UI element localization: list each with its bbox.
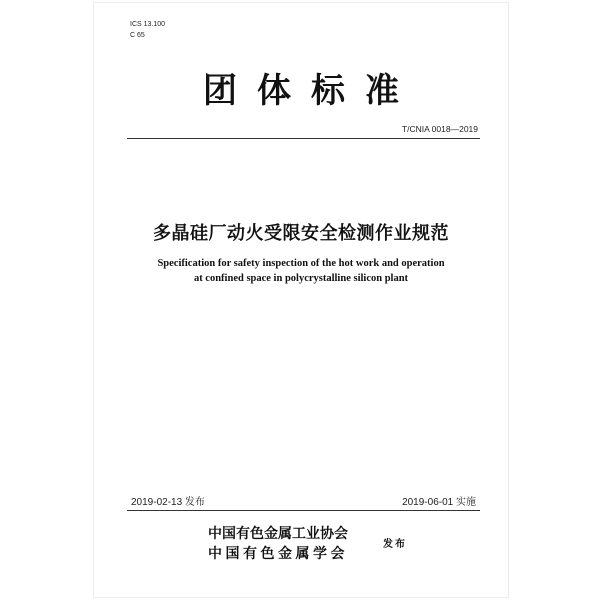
bottom-divider xyxy=(127,510,480,511)
publishers-block xyxy=(208,524,348,564)
english-title-line-2: at confined space in polycrystalline silicon plant xyxy=(193,273,409,284)
publisher-2: 中国有色金属学会 xyxy=(208,546,348,562)
publisher-1: 中国有色金属工业协会 xyxy=(208,526,348,542)
ccs-code: C 65 xyxy=(130,32,145,39)
standard-number: T/CNIA 0018—2019 xyxy=(401,124,478,134)
issue-label: 发布 xyxy=(383,539,407,550)
english-title xyxy=(94,256,508,286)
ics-code: ICS 13.100 xyxy=(130,21,166,28)
classification-block xyxy=(130,19,165,41)
document-type-title: 团体标准 xyxy=(203,71,419,111)
top-divider xyxy=(127,138,480,139)
english-title-line-1: Specification for safety inspection of the hot work and operation xyxy=(157,258,445,269)
chinese-title: 多晶硅厂动火受限安全检测作业规范 xyxy=(153,223,449,244)
effective-date: 2019-06-01 实施 xyxy=(402,497,476,508)
standard-cover-page xyxy=(94,3,508,597)
release-date: 2019-02-13 发布 xyxy=(131,497,205,508)
